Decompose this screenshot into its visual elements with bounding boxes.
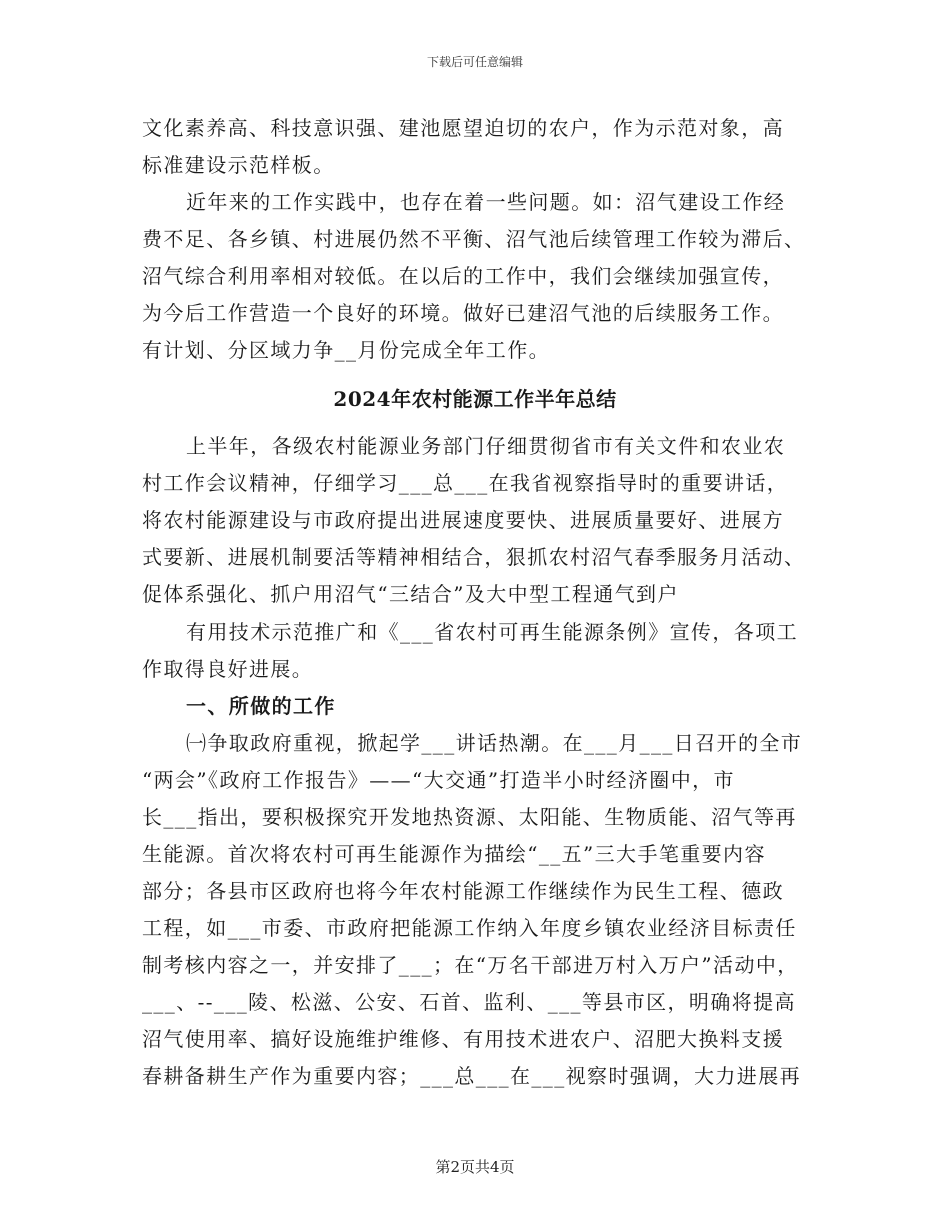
paragraph-line: 为今后工作营造一个良好的环境。做好已建沼气池的后续服务工作。	[142, 301, 784, 325]
paragraph-line: 工程，如___市委、市政府把能源工作纳入年度乡镇农业经济目标责任	[142, 916, 797, 940]
paragraph-line: 作取得良好进展。	[142, 657, 314, 681]
paragraph-line: 沼气综合利用率相对较低。在以后的工作中，我们会继续加强宣传，	[142, 264, 784, 288]
paragraph-line: 有计划、分区域力争__月份完成全年工作。	[142, 338, 550, 362]
paragraph-line: 长___指出，要积极探究开发地热资源、太阳能、生物质能、沼气等再	[142, 805, 797, 829]
paragraph-line: 部分；各县市区政府也将今年农村能源工作继续作为民生工程、德政	[142, 879, 784, 903]
page-footer: 第2页共4页	[435, 1158, 515, 1176]
paragraph-line: 文化素养高、科技意识强、建池愿望迫切的农户，作为示范对象，高	[142, 116, 784, 140]
paragraph-line: “两会”《政府工作报告》——“大交通”打造半小时经济圈中，市	[142, 768, 735, 792]
paragraph-line: 沼气使用率、搞好设施维护维修、有用技术进农户、沼肥大换料支援	[142, 1027, 784, 1051]
paragraph-line: 将农村能源建设与市政府提出进展速度要快、进展质量要好、进展方	[142, 508, 784, 532]
paragraph-line: 标准建设示范样板。	[142, 153, 335, 177]
paragraph-line: ㈠争取政府重视，掀起学___讲话热潮。在___月___日召开的全市	[186, 731, 803, 755]
section-title: 2024年农村能源工作半年总结	[333, 387, 617, 411]
paragraph-line: 上半年，各级农村能源业务部门仔细贯彻省市有关文件和农业农	[186, 434, 786, 458]
paragraph-line: 有用技术示范推广和《___省农村可再生能源条例》宣传，各项工	[186, 620, 798, 644]
paragraph-line: 村工作会议精神，仔细学习___总___在我省视察指导时的重要讲话，	[142, 471, 789, 495]
paragraph-line: 制考核内容之一，并安排了___；在“万名干部进万村入万户”活动中，	[142, 953, 799, 977]
paragraph-line: 生能源。首次将农村可再生能源作为描绘“__五”三大手笔重要内容	[142, 842, 766, 866]
paragraph-line: 春耕备耕生产作为重要内容；___总___在___视察时强调，大力进展再	[142, 1064, 801, 1088]
paragraph-line: 式要新、进展机制要活等精神相结合，狠抓农村沼气春季服务月活动、	[142, 545, 806, 569]
subsection-heading: 一、所做的工作	[186, 694, 336, 718]
paragraph-line: 费不足、各乡镇、村进展仍然不平衡、沼气池后续管理工作较为滞后、	[142, 227, 806, 251]
paragraph-line: ___、--___陵、松滋、公安、石首、监利、___等县市区，明确将提高	[142, 990, 796, 1014]
paragraph-line: 促体系强化、抓户用沼气“三结合”及大中型工程通气到户	[142, 582, 679, 606]
page-header: 下载后可任意编辑	[426, 55, 523, 69]
paragraph-line: 近年来的工作实践中，也存在着一些问题。如：沼气建设工作经	[186, 190, 786, 214]
